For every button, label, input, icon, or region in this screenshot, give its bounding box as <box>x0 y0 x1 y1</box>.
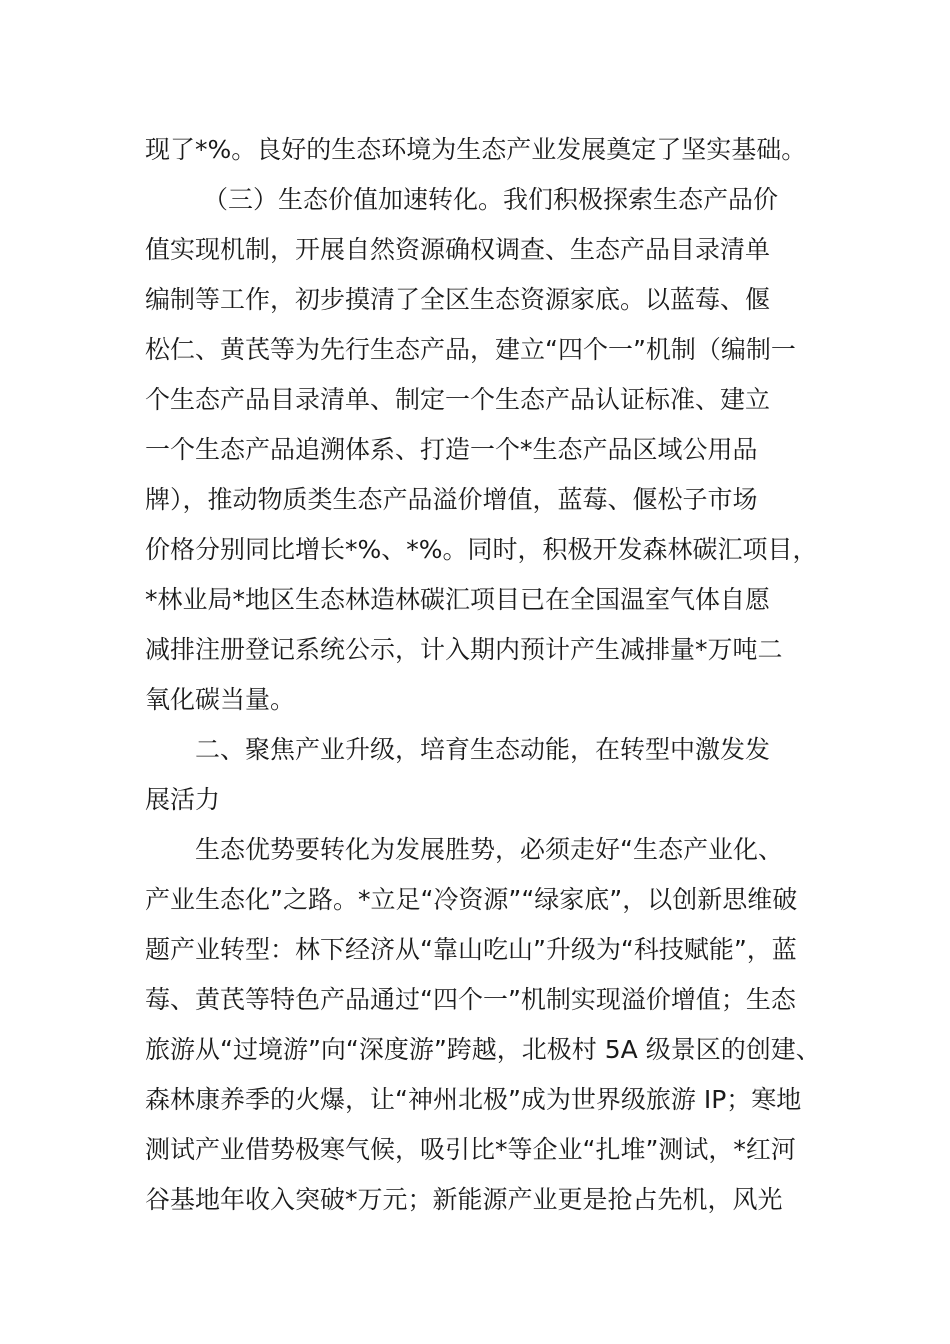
text-line: 产业生态化”之路。*立足“冷资源”“绿家底”，以创新思维破 <box>145 885 798 914</box>
text-line: 旅游从“过境游”向“深度游”跨越，北极村 5A 级景区的创建、 <box>145 1035 821 1064</box>
text-line: 测试产业借势极寒气候，吸引比*等企业“扎堆”测试，*红河 <box>145 1135 796 1164</box>
text-line: 现了*%。良好的生态环境为生态产业发展奠定了坚实基础。 <box>145 135 807 164</box>
text-line: 松仁、黄芪等为先行生态产品，建立“四个一”机制（编制一 <box>145 335 796 364</box>
text-line: 值实现机制，开展自然资源确权调查、生态产品目录清单 <box>145 235 771 264</box>
text-line: 牌），推动物质类生态产品溢价增值，蓝莓、偃松子市场 <box>145 485 758 514</box>
text-line: 编制等工作，初步摸清了全区生态资源家底。以蓝莓、偃 <box>145 285 771 314</box>
text-line: *林业局*地区生态林造林碳汇项目已在全国温室气体自愿 <box>145 585 771 614</box>
text-line: 个生态产品目录清单、制定一个生态产品认证标准、建立 <box>145 385 771 414</box>
text-line: 价格分别同比增长*%、*%。同时，积极开发森林碳汇项目， <box>145 535 818 564</box>
text-line: 减排注册登记系统公示，计入期内预计产生减排量*万吨二 <box>145 635 783 664</box>
text-line: 一个生态产品追溯体系、打造一个*生态产品区域公用品 <box>145 435 758 464</box>
text-line: 氧化碳当量。 <box>145 685 296 714</box>
section-heading-line: 展活力 <box>145 785 221 814</box>
text-line: 谷基地年收入突破*万元；新能源产业更是抢占先机，风光 <box>145 1185 783 1214</box>
text-line: 森林康养季的火爆，让“神州北极”成为世界级旅游 IP；寒地 <box>145 1085 802 1114</box>
text-line: 莓、黄芪等特色产品通过“四个一”机制实现溢价增值；生态 <box>145 985 796 1014</box>
section-heading-line: 二、聚焦产业升级，培育生态动能，在转型中激发发 <box>195 735 771 764</box>
text-line: （三）生态价值加速转化。我们积极探索生态产品价 <box>203 185 779 214</box>
body-text <box>145 125 835 1225</box>
text-line: 生态优势要转化为发展胜势，必须走好“生态产业化、 <box>195 835 783 864</box>
text-line: 题产业转型：林下经济从“靠山吃山”升级为“科技赋能”，蓝 <box>145 935 797 964</box>
